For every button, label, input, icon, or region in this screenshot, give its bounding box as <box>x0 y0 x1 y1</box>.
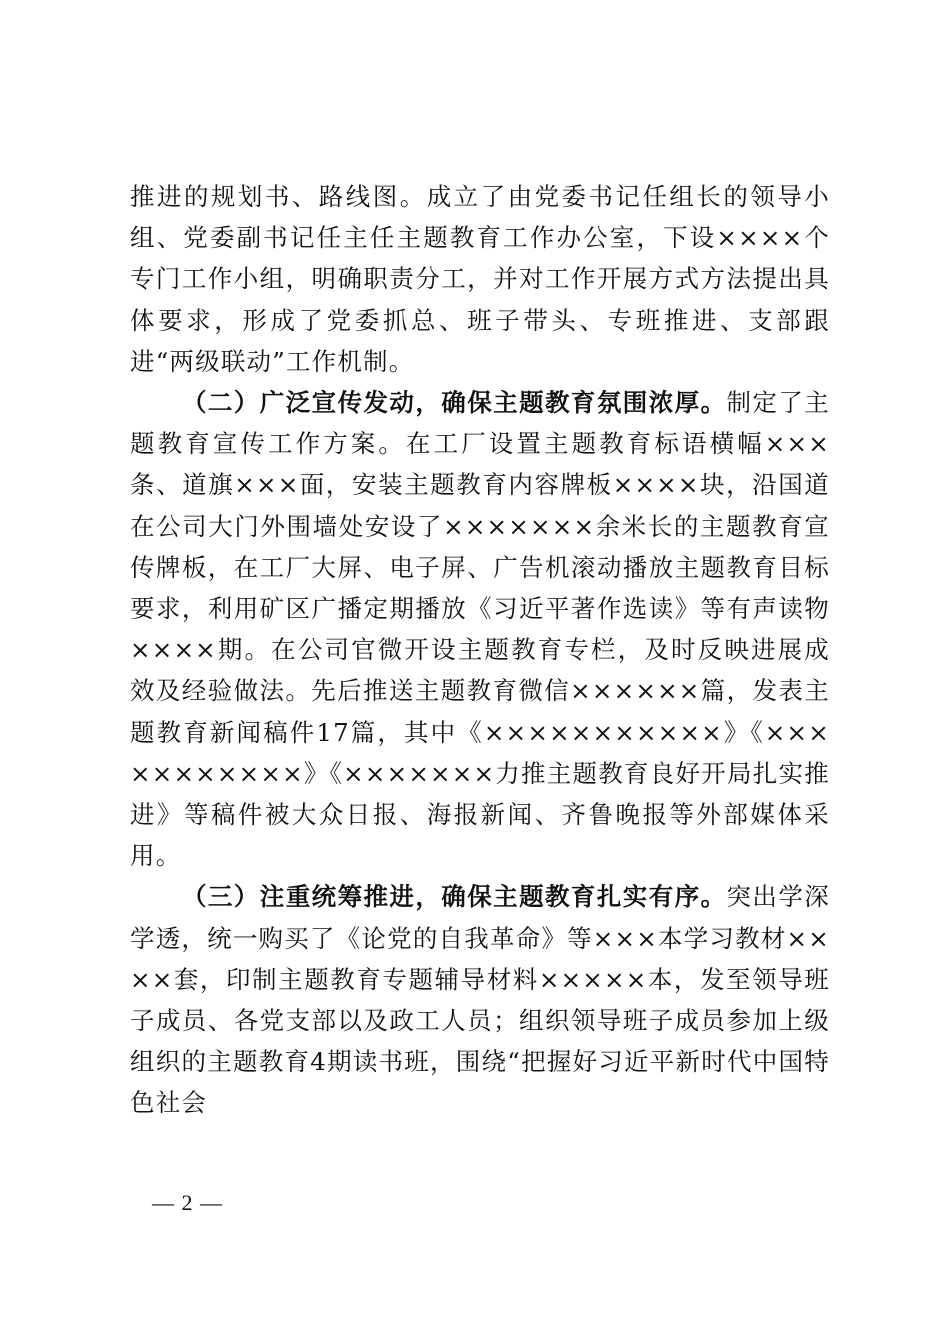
paragraph-text: 突出学深学透，统一购买了《论党的自我革命》等×××本学习教材××××套，印制主题教育专题辅导材料×××××本，发至领导班子成员、各党支部以及政工人员；组织领导班子成员参加上级组织的主题教育4期读书班，围绕“把握好习近平新时代中国特色社会 <box>130 882 830 1118</box>
paragraph-text: 推进的规划书、路线图。成立了由党委书记任组长的领导小组、党委副书记任主任主题教育工作办公室，下设××××个专门工作小组，明确职责分工，并对工作开展方式方法提出具体要求，形成了党委抓总、班子带头、专班推进、支部跟进“两级联动”工作机制。 <box>130 182 830 376</box>
paragraph-continuation <box>130 176 830 382</box>
document-body <box>130 176 830 1124</box>
page-number: — 2 — <box>152 1190 223 1215</box>
section-heading-2: （二）广泛宣传发动，确保主题教育氛围浓厚。 <box>182 388 727 418</box>
paragraph-text: 制定了主题教育宣传工作方案。在工厂设置主题教育标语横幅×××条、道旗×××面，安装主题教育内容牌板××××块，沿国道在公司大门外围墙处安设了×××××××余米长的主题教育宣传牌板，在工厂大屏、电子屏、广告机滚动播放主题教育目标要求，利用矿区广播定期播放《习近平著作选读》等有声读物××××期。在公司官微开设主题教育专栏，及时反映进展成效及经验做法。先后推送主题教育微信××××××篇，发表主题教育新闻稿件17篇，其中《×××××××××××》《×××××××××××》《×××××××力推主题教育良好开局扎实推进》等稿件被大众日报、海报新闻、齐鲁晚报等外部媒体采用。 <box>130 388 830 871</box>
paragraph-section-2 <box>130 382 830 876</box>
paragraph-section-3 <box>130 876 830 1123</box>
section-heading-3: （三）注重统筹推进，确保主题教育扎实有序。 <box>182 882 727 912</box>
